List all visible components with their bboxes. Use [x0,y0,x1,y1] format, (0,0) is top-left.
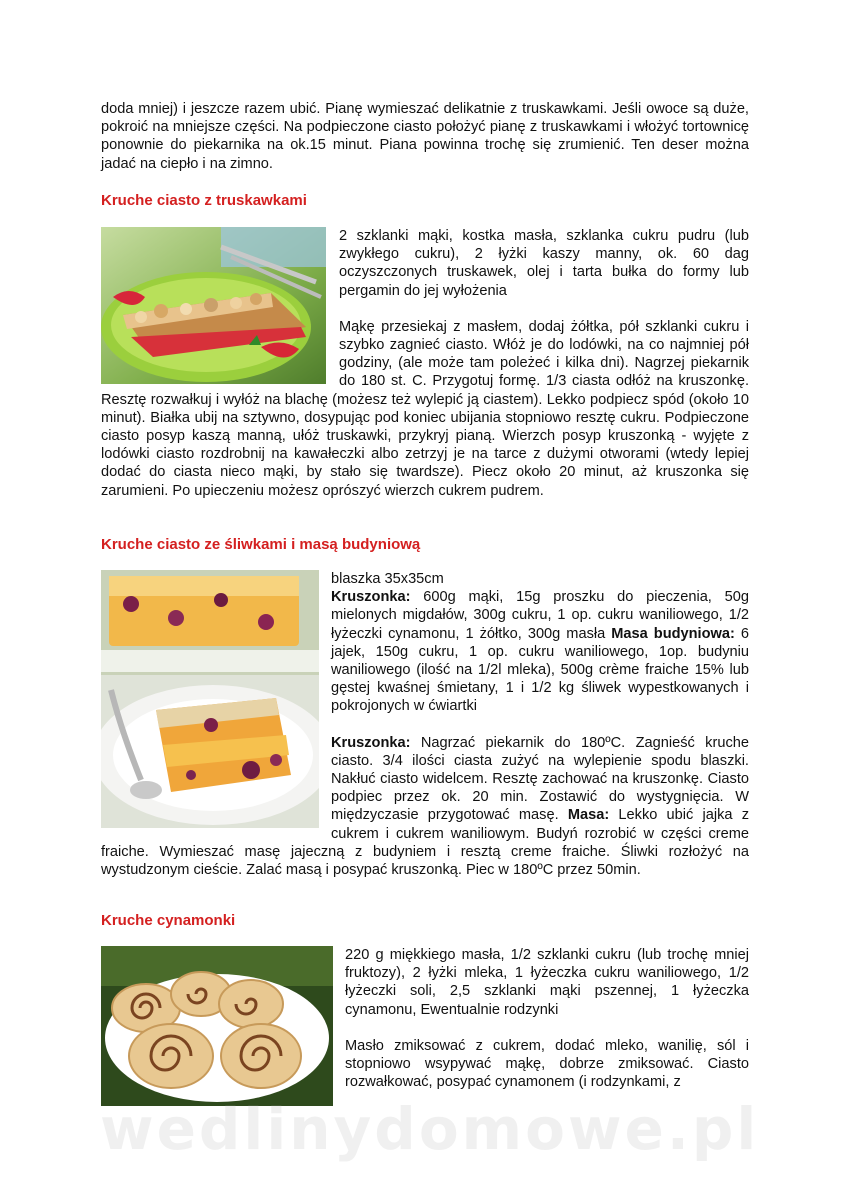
kruszonka-method-label: Kruszonka: [331,734,411,751]
masa-ingredients: 6 jajek, 150g cukru, 1 op. cukru waniliowego, 1op. budyniu waniliowego (ilość na 1/2l mleka), 500g crème fraiche 15% lub gęstej kwaśnej śmietany, 1 i 1/2 kg śliwek wypestkowanych i pokrojonych w ćwiartki [331,625,749,715]
cinnamon-ingredients: 220 g miękkiego masła, 1/2 szklanki cukru (lub trochę mniej fruktozy), 2 łyżki mleka, 1 łyżeczka cukru waniliowego, 1/2 łyżeczki soli, 2,5 szklanki mąki pszennej, 1 łyżeczka cynamonu, Ewentualnie rodzynki [345,947,749,1018]
kruszonka-ingredients: 600g mąki, 15g proszku do pieczenia, 50g mielonych migdałów, 300g cukru, 1 op. cukru waniliowego, 1/2 łyżeczki cynamonu, 1 żółtko, 300g masła [331,589,749,642]
masa-method-label: Masa: [567,807,610,824]
masa-budyniowa-label: Masa budyniowa: [611,625,735,642]
strawberry-method: Mąkę przesiekaj z masłem, dodaj żółtka, pół szklanki cukru i szybko zagnieć ciasto. Włóż je do lodówki, na co najmniej pół godziny, (ale może tam poleżeć i kilka dni). Nagrzej piekarnik do 180 st. C. Przygotuj formę. 1/3 ciasta odłóż na kruszonkę. Resztę rozwałkuj i wyłóż na blachę (możesz też wylepić ją ciastem). Lekko podpiecz spód (około 10 minut). Białka ubij na sztywno, dosypując pod koniec ubijania stopniowo resztę cukru. Podpieczone ciasto posyp kaszą manną, ułóż truskawki, przykryj pianą. Wierzch posyp kruszonką - wyjęte z lodówki ciasto rozdrobnij na kawałeczki albo zetrzyj je na tarce z dużymi otworami (wtedy lepiej dodać do ciasta nieco mąki, by stało się twardsze). Piecz około 20 minut, aż kruszonka się zarumieni. Po upieczeniu możesz oprószyć wierzch cukrem pudrem. [101,318,749,499]
recipe-cinnamon-section [101,946,749,1108]
cinnamon-cookies-image [101,946,333,1106]
intro-paragraph: doda mniej) i jeszcze razem ubić. Pianę wymieszać delikatnie z truskawkami. Jeśli owoce są duże, pokroić na mniejsze części. Na podpieczone ciasto położyć pianę z truskawkami i włożyć tortownicę ponownie do piekarnika na ok.15 minut. Piana powinna trochę się zrumienić. Ten deser można jadać na ciepło i na zimno. [101,101,749,172]
cinnamon-method: Masło zmiksować z cukrem, dodać mleko, wanilię, sól i stopniowo wsypywać mąkę, dobrze zmiksować. Ciasto rozwałkować, posypać cynamonem (i rodzynkami, z [345,1037,749,1091]
recipe-plum-section [101,570,749,879]
strawberry-cake-image [101,227,326,384]
recipe-title-strawberry: Kruche ciasto z truskawkami [101,192,307,209]
strawberry-ingredients: 2 szklanki mąki, kostka masła, szklanka cukru pudru (lub zwykłego cukru), 2 łyżki kaszy manny, ok. 60 dag oczyszczonych truskawek, olej i tarta bułka do formy lub pergamin do jej wyłożenia [339,228,749,299]
intro-section [101,100,749,173]
plum-method-part-2: Lekko ubić jajka z cukrem i cukrem waniliowym. Budyń rozrobić w części creme fraiche. Wymieszać masę jajeczną z budyniem i resztą creme fraiche. Śliwki rozłożyć na wystudzonym cieście. Zalać masą i posypać kruszonką. Piec w 180ºC przez 50min. [101,807,750,879]
site-watermark: wedlinydomowe.pl [100,1095,760,1163]
recipe-title-cinnamon: Kruche cynamonki [101,912,236,929]
plum-cake-image [101,570,319,828]
recipe-title-plum: Kruche ciasto ze śliwkami i masą budyniową [101,536,421,553]
plum-method-part-1: Nagrzać piekarnik do 180ºC. Zagnieść kruche ciasto. 3/4 ilości ciasta zużyć na wylepienie spodu blaszki. Nakłuć ciasto widelcem. Resztę zachować na kruszonkę. Ciasto podpiec przez ok. 20 min. Zostawić do wystygnięcia. W międzyczasie przygotować masę. [331,734,749,824]
plum-pan-size: blaszka 35x35cm [331,571,444,587]
kruszonka-label: Kruszonka: [331,589,411,606]
recipe-strawberry-section [101,227,749,500]
